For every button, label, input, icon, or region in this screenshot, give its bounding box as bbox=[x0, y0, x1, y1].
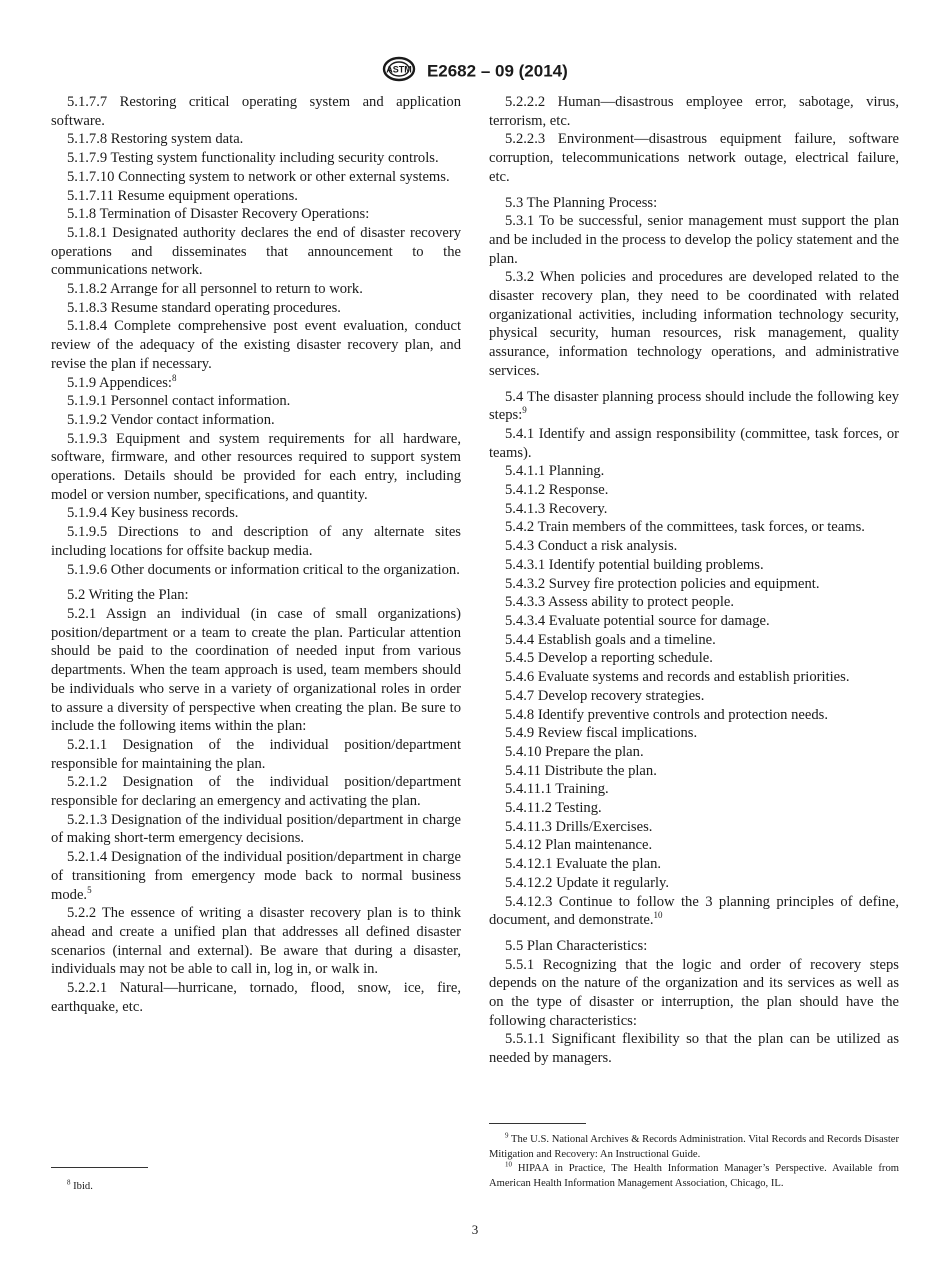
paragraph: 5.2.1.2 Designation of the individual position/department responsible for declaring an emergency and activating the plan. bbox=[51, 774, 461, 810]
paragraph: 5.1.9.3 Equipment and system requirements for all hardware, software, firmware, and other resources required to support system operations. Details should be provided for each entry, including model or version number, specifications, and quantity. bbox=[51, 430, 461, 503]
paragraph: 5.1.7.9 Testing system functionality including security controls. bbox=[67, 150, 439, 167]
paragraph: 5.1.8.1 Designated authority declares the end of disaster recovery operations and disseminates that announcement to the communications network. bbox=[51, 224, 461, 279]
paragraph: 5.4.1.1 Planning. bbox=[505, 463, 605, 480]
paragraph: 5.1.7.8 Restoring system data. bbox=[67, 131, 244, 148]
footnote-ref: 10 bbox=[653, 910, 663, 921]
astm-logo-icon bbox=[382, 56, 416, 87]
paragraph: 5.4.12.3 Continue to follow the 3 planning principles of define, document, and demonstrate.$^{10}$ bbox=[489, 893, 899, 929]
paragraph: 5.4.12.2 Update it regularly. bbox=[505, 874, 670, 891]
paragraph: 5.1.9.6 Other documents or information critical to the organization. bbox=[67, 561, 460, 578]
left-column bbox=[51, 93, 461, 1016]
paragraph: 5.1.9.1 Personnel contact information. bbox=[67, 393, 291, 410]
right-column bbox=[489, 93, 899, 1068]
paragraph: 5.4.11.2 Testing. bbox=[505, 800, 602, 817]
paragraph: 5.4.12 Plan maintenance. bbox=[505, 837, 653, 854]
paragraph: 5.1.8 Termination of Disaster Recovery Operations: bbox=[67, 206, 370, 223]
paragraph: 5.2.2.1 Natural—hurricane, tornado, flood, snow, ice, fire, earthquake, etc. bbox=[51, 980, 461, 1015]
paragraph: 5.1.7.11 Resume equipment operations. bbox=[67, 187, 298, 204]
paragraph: 5.2.2.2 Human—disastrous employee error, sabotage, virus, terrorism, etc. bbox=[489, 94, 899, 129]
paragraph: 5.1.9.5 Directions to and description of any alternate sites including locations for offsite backup media. bbox=[51, 524, 461, 559]
paragraph: 5.4.3.3 Assess ability to protect people. bbox=[505, 594, 735, 611]
paragraph: 5.2.1.4 Designation of the individual position/department in charge of transitioning from emergency mode back to normal business mode.$^5$ bbox=[51, 849, 461, 903]
paragraph: 5.4.1.2 Response. bbox=[505, 482, 609, 499]
paragraph: 5.1.8.2 Arrange for all personnel to return to work. bbox=[67, 281, 363, 298]
paragraph: 5.3.1 To be successful, senior management must support the plan and be included in the process to develop the policy statement and the plan. bbox=[489, 213, 899, 267]
paragraph: 5.1.7.7 Restoring critical operating system and application software. bbox=[51, 94, 461, 129]
paragraph: 5.5 Plan Characteristics: bbox=[505, 937, 648, 954]
paragraph: 5.4.3.2 Survey fire protection policies and equipment. bbox=[505, 575, 820, 592]
astm-logo-text: ASTM bbox=[386, 64, 412, 75]
paragraph: 5.1.9 Appendices:$^8$ bbox=[67, 372, 177, 391]
page-number: 3 bbox=[471, 1222, 479, 1237]
paragraph: 5.4.3.4 Evaluate potential source for damage. bbox=[505, 612, 770, 629]
paragraph: 5.4.11 Distribute the plan. bbox=[505, 762, 657, 779]
paragraph: 5.5.1 Recognizing that the logic and order of recovery steps depends on the nature of the organization and its services as well as on the type of disaster or interruption, the plan should have the following characteristics: bbox=[489, 956, 899, 1029]
footnote-ref: 8 bbox=[171, 372, 177, 383]
paragraph: 5.4.10 Prepare the plan. bbox=[505, 743, 644, 760]
page-header bbox=[0, 56, 950, 87]
paragraph: 5.2.2.3 Environment—disastrous equipment failure, software corruption, telecommunications network outage, electrical failure, etc. bbox=[489, 131, 899, 185]
paragraph: 5.1.7.10 Connecting system to network or other external systems. bbox=[67, 168, 450, 185]
paragraph: 5.1.8.3 Resume standard operating procedures. bbox=[67, 299, 341, 316]
footnote-divider-left bbox=[51, 1167, 148, 1168]
paragraph: 5.4.2 Train members of the committees, task forces, or teams. bbox=[505, 519, 865, 536]
footnote: $^{10}$ HIPAA in Practice, The Health Information Manager’s Perspective. Available from American Health Information Management Association, Chicago, IL. bbox=[489, 1160, 899, 1189]
paragraph: 5.4.3 Conduct a risk analysis. bbox=[505, 538, 678, 555]
paragraph: 5.4 The disaster planning process should include the following key steps:$^9$ bbox=[489, 388, 899, 424]
footnotes-left bbox=[51, 1180, 461, 1195]
paragraph: 5.4.4 Establish goals and a timeline. bbox=[505, 631, 716, 648]
paragraph: 5.2 Writing the Plan: bbox=[67, 587, 189, 604]
paragraph: 5.4.11.1 Training. bbox=[505, 781, 609, 798]
footnote-divider-right bbox=[489, 1123, 586, 1124]
paragraph: 5.4.9 Review fiscal implications. bbox=[505, 725, 698, 742]
paragraph: 5.3.2 When policies and procedures are developed related to the disaster recovery plan, they need to be coordinated with related organizational activities, including information technology security, physical security, human resources, risk management, quality assurance, information technology operations, and administrative services. bbox=[489, 269, 899, 379]
footnote: $^8$ Ibid. bbox=[67, 1178, 93, 1192]
paragraph: 5.4.1 Identify and assign responsibility (committee, task forces, or teams). bbox=[489, 425, 899, 461]
paragraph: 5.4.12.1 Evaluate the plan. bbox=[505, 856, 662, 873]
paragraph: 5.1.8.4 Complete comprehensive post event evaluation, conduct review of the adequacy of the existing disaster recovery plan, and revise the plan if necessary. bbox=[51, 318, 461, 372]
paragraph: 5.4.8 Identify preventive controls and protection needs. bbox=[505, 706, 828, 723]
paragraph: 5.2.2 The essence of writing a disaster recovery plan is to think ahead and create a unified plan that addresses all defined disaster scenarios (internal and external). Be aware that during a disaster, individuals may not be able to call in, log in, or walk in. bbox=[51, 905, 461, 978]
paragraph: 5.4.1.3 Recovery. bbox=[505, 500, 608, 517]
footnote-ref: 9 bbox=[522, 405, 527, 416]
paragraph: 5.4.3.1 Identify potential building problems. bbox=[505, 556, 764, 573]
paragraph: 5.3 The Planning Process: bbox=[505, 194, 658, 211]
paragraph: 5.1.9.4 Key business records. bbox=[67, 505, 239, 522]
footnote: $^9$ The U.S. National Archives & Records Administration. Vital Records and Records Disaster Mitigation and Recovery: An Instructional Guide. bbox=[489, 1131, 899, 1160]
paragraph: 5.1.9.2 Vendor contact information. bbox=[67, 411, 275, 428]
paragraph: 5.4.5 Develop a reporting schedule. bbox=[505, 650, 713, 667]
paragraph: 5.2.1 Assign an individual (in case of small organizations) position/department or a team to create the plan. Particular attention should be paid to the coordination of needed input from various departments. When the team approach is used, team members should be individuals who serve in a variety of organizational roles in order to assure a diversity of perspective when creating the plan. Be sure to include the following items within the plan: bbox=[51, 605, 461, 735]
footnote-ref: 5 bbox=[87, 884, 92, 895]
paragraph: 5.4.6 Evaluate systems and records and establish priorities. bbox=[505, 669, 850, 686]
document-code: E2682 – 09 (2014) bbox=[426, 61, 568, 81]
paragraph: 5.2.1.3 Designation of the individual position/department in charge of making short-term emergency decisions. bbox=[51, 811, 461, 847]
paragraph: 5.5.1.1 Significant flexibility so that the plan can be utilized as needed by managers. bbox=[489, 1031, 899, 1067]
paragraph: 5.4.11.3 Drills/Exercises. bbox=[505, 818, 653, 835]
paragraph: 5.4.7 Develop recovery strategies. bbox=[505, 687, 705, 704]
footnotes-right bbox=[489, 1133, 899, 1191]
paragraph: 5.2.1.1 Designation of the individual position/department responsible for maintaining the plan. bbox=[51, 736, 461, 772]
